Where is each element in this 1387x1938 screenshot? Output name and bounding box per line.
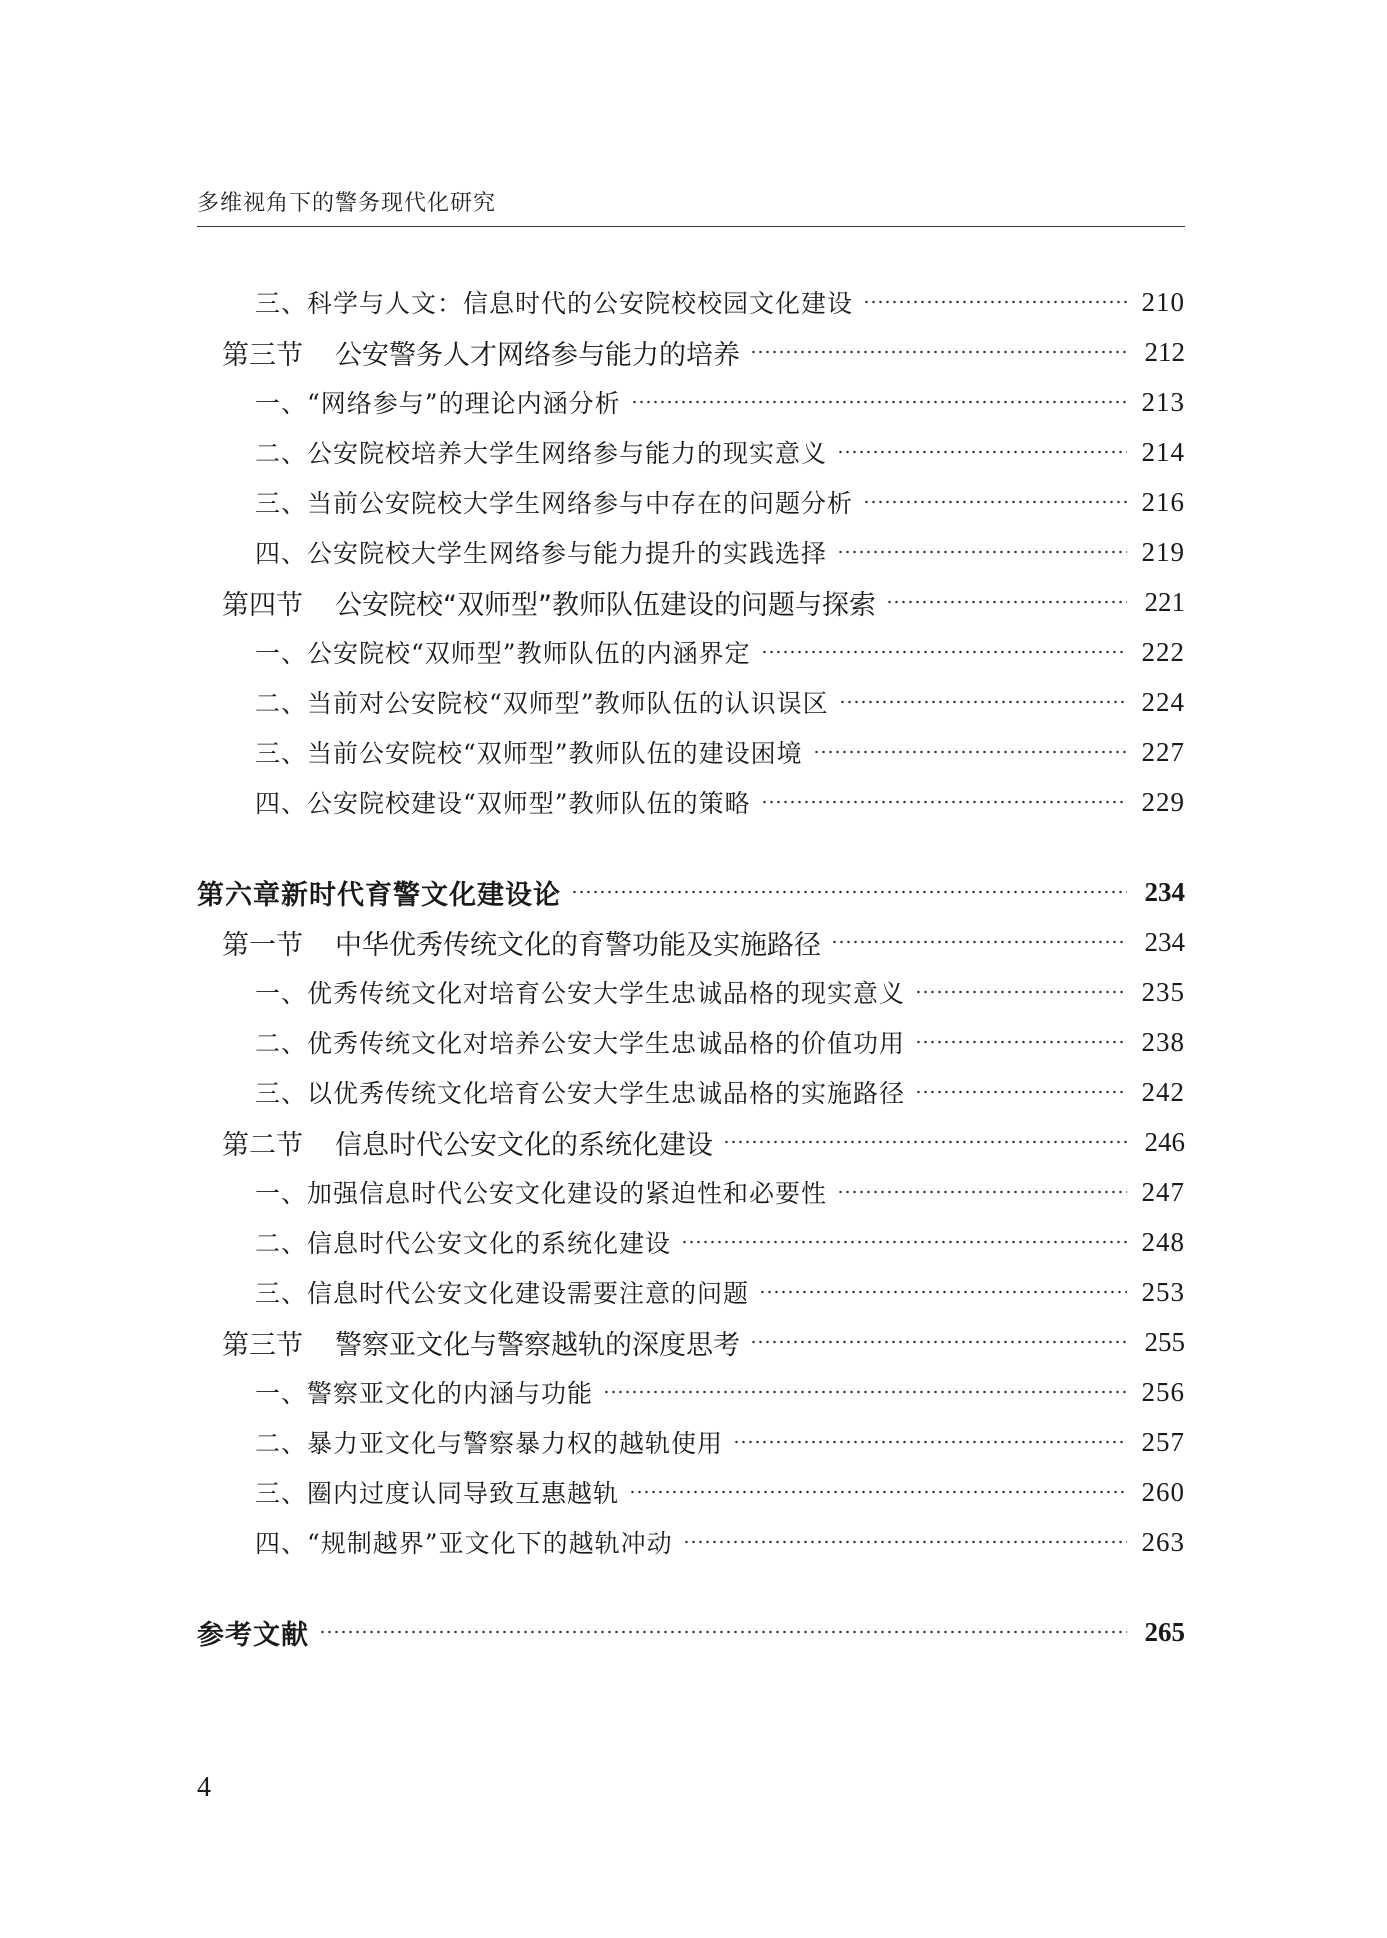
toc-entry-page: 213 [1141,386,1185,417]
toc-entry-item [255,1472,1185,1512]
toc-entry-item [255,1522,1185,1562]
toc-entry-text: 信息时代公安文化建设需要注意的问题 [307,1279,750,1308]
toc-entry-number: 三、 [255,1279,308,1308]
toc-entry-title [222,1123,713,1162]
dot-leader [571,889,1127,895]
toc-entry-number: 三、 [255,289,308,318]
dot-leader [915,1039,1127,1045]
toc-entry-text: 信息时代公安文化的系统化建设 [335,1129,713,1161]
toc-entry-page: 256 [1141,1376,1185,1407]
dot-leader [839,699,1127,705]
toc-entry-page: 234 [1144,926,1185,957]
toc-entry-section [222,1322,1185,1362]
toc-entry-page: 246 [1144,1126,1185,1157]
toc-entry-title [197,873,561,912]
dot-leader [915,1089,1127,1095]
toc-entry-text: 公安院校大学生网络参与能力提升的实践选择 [307,539,828,568]
toc-entry-number: 第二节 [222,1129,303,1161]
dot-leader [863,499,1127,505]
toc-entry-text: 公安院校培养大学生网络参与能力的现实意义 [307,439,828,468]
toc-entry-item [255,682,1185,722]
dot-leader [750,349,1127,355]
toc-entry-chapter [197,872,1185,912]
toc-entry-title [255,1474,619,1510]
dot-leader [603,1389,1127,1395]
dot-leader [761,649,1127,655]
toc-entry-page: 219 [1141,536,1185,567]
toc-entry-number: 四、 [255,539,308,568]
toc-entry-number: 一、 [255,639,308,668]
toc-entry-text: 优秀传统文化对培育公安大学生忠诚品格的现实意义 [307,979,906,1008]
toc-entry-number: 三、 [255,489,308,518]
toc-entry-item [255,382,1185,422]
toc-entry-page: 224 [1141,686,1185,717]
dot-leader [915,989,1127,995]
toc-entry-chapter [197,1612,1185,1652]
toc-entry-title [255,1274,749,1310]
toc-entry-text: 警察亚文化与警察越轨的深度思考 [335,1329,740,1361]
toc-entry-number: 四、 [255,1529,308,1558]
toc-entry-item [255,632,1185,672]
toc-entry-item [255,1072,1185,1112]
toc-entry-page: 255 [1144,1326,1185,1357]
toc-entry-page: 265 [1144,1616,1185,1647]
toc-entry-text: 优秀传统文化对培养公安大学生忠诚品格的价值功用 [307,1029,906,1058]
dot-leader [750,1339,1127,1345]
toc-entry-title [255,434,827,470]
toc-entry-item [255,482,1185,522]
toc-entry-title [197,1613,309,1652]
toc-entry-text: 当前对公安院校“双师型”教师队伍的认识误区 [307,689,829,718]
toc-entry-text: 信息时代公安文化的系统化建设 [307,1229,672,1258]
toc-entry-page: 210 [1141,286,1185,317]
toc-entry-title [255,684,829,720]
dot-leader [733,1439,1127,1445]
toc-entry-number: 第三节 [222,339,303,371]
toc-entry-text: 中华优秀传统文化的育警功能及实施路径 [335,929,821,961]
toc-entry-title [255,1524,673,1560]
header-rule [197,226,1185,227]
toc-entry-text: 圈内过度认同导致互惠越轨 [307,1479,620,1508]
toc-entry-title [222,923,821,962]
toc-entry-text: “网络参与”的理论内涵分析 [307,389,621,418]
toc-entry-text: 公安院校“双师型”教师队伍建设的问题与探索 [335,589,876,621]
toc-entry-title [255,1174,827,1210]
toc-entry-page: 235 [1141,976,1185,1007]
toc-entry-number: 一、 [255,1179,308,1208]
toc-entry-item [255,1422,1185,1462]
toc-entry-number: 一、 [255,1379,308,1408]
toc-entry-text: 科学与人文：信息时代的公安院校校园文化建设 [307,289,854,318]
toc-entry-text: 公安院校“双师型”教师队伍的内涵界定 [307,639,751,668]
dot-leader [683,1539,1127,1545]
toc-entry-title [222,1323,740,1362]
toc-entry-title [255,534,827,570]
dot-leader [837,549,1127,555]
toc-entry-title [255,1374,593,1410]
dot-leader [681,1239,1127,1245]
toc-entry-number: 第四节 [222,589,303,621]
toc-entry-page: 222 [1141,636,1185,667]
toc-entry-page: 260 [1141,1476,1185,1507]
toc-entry-text: 警察亚文化的内涵与功能 [307,1379,594,1408]
toc-entry-title [255,1224,671,1260]
dot-leader [631,399,1127,405]
toc-entry-item [255,972,1185,1012]
toc-entry-item [255,282,1185,322]
toc-entry-page: 221 [1144,586,1185,617]
toc-entry-text: 公安警务人才网络参与能力的培养 [335,339,740,371]
toc-entry-title [255,484,853,520]
toc-entry-title [255,1074,905,1110]
toc-entry-page: 234 [1144,876,1185,907]
toc-entry-page: 214 [1141,436,1185,467]
toc-entry-item [255,782,1185,822]
running-head: 多维视角下的警务现代化研究 [197,191,497,216]
toc-entry-number: 二、 [255,1029,308,1058]
toc-entry-page: 238 [1141,1026,1185,1057]
toc-entry-section [222,582,1185,622]
toc-entry-item [255,1022,1185,1062]
toc-entry-title [255,284,853,320]
toc-entry-item [255,1172,1185,1212]
toc-entry-page: 248 [1141,1226,1185,1257]
dot-leader [863,299,1127,305]
toc-entry-text: 公安院校建设“双师型”教师队伍的策略 [307,789,751,818]
dot-leader [723,1139,1127,1145]
dot-leader [886,599,1127,605]
dot-leader [837,449,1127,455]
toc-entry-title [255,1024,905,1060]
toc-entry-text: “规制越界”亚文化下的越轨冲动 [307,1529,673,1558]
toc-entry-text: 以优秀传统文化培育公安大学生忠诚品格的实施路径 [307,1079,906,1108]
toc-entry-text: 当前公安院校“双师型”教师队伍的建设困境 [307,739,803,768]
dot-leader [319,1629,1127,1635]
dot-leader [761,799,1127,805]
toc-entry-number: 二、 [255,1229,308,1258]
toc-entry-page: 247 [1141,1176,1185,1207]
toc-entry-number: 第六章 [197,879,281,911]
toc-entry-number: 三、 [255,1479,308,1508]
toc-entry-item [255,1272,1185,1312]
toc-entry-page: 253 [1141,1276,1185,1307]
toc-entry-section [222,332,1185,372]
dot-leader [831,939,1127,945]
toc-entry-number: 一、 [255,979,308,1008]
toc-entry-section [222,1122,1185,1162]
toc-entry-text: 暴力亚文化与警察暴力权的越轨使用 [307,1429,724,1458]
toc-entry-title [222,333,740,372]
toc-entry-page: 263 [1141,1526,1185,1557]
toc-entry-title [255,974,905,1010]
dot-leader [837,1189,1127,1195]
toc-entry-page: 216 [1141,486,1185,517]
toc-entry-item [255,732,1185,772]
toc-entry-number: 第三节 [222,1329,303,1361]
toc-entry-number: 二、 [255,689,308,718]
toc-entry-page: 212 [1144,336,1185,367]
toc-entry-title [255,734,803,770]
toc-entry-text: 加强信息时代公安文化建设的紧迫性和必要性 [307,1179,828,1208]
toc-entry-title [255,634,751,670]
dot-leader [813,749,1127,755]
toc-entry-number: 三、 [255,739,308,768]
toc-entry-number: 三、 [255,1079,308,1108]
toc-entry-number: 二、 [255,1429,308,1458]
dot-leader [629,1489,1127,1495]
dot-leader [759,1289,1127,1295]
toc-entry-title [255,784,751,820]
toc-entry-section [222,922,1185,962]
toc-entry-item [255,1372,1185,1412]
toc-entry-number: 二、 [255,439,308,468]
toc-entry-item [255,1222,1185,1262]
toc-entry-page: 257 [1141,1426,1185,1457]
toc-entry-title [222,583,876,622]
toc-entry-page: 229 [1141,786,1185,817]
toc-entry-text: 参考文献 [197,1619,309,1651]
toc-entry-title [255,1424,723,1460]
toc-entry-page: 242 [1141,1076,1185,1107]
toc-entry-number: 第一节 [222,929,303,961]
toc-entry-page: 227 [1141,736,1185,767]
toc-entry-number: 四、 [255,789,308,818]
toc-entry-text: 新时代育警文化建设论 [281,879,561,911]
toc-entry-title [255,384,621,420]
toc-entry-item [255,532,1185,572]
page-number: 4 [197,1772,211,1803]
toc-entry-text: 当前公安院校大学生网络参与中存在的问题分析 [307,489,854,518]
toc-entry-item [255,432,1185,472]
toc-entry-number: 一、 [255,389,308,418]
